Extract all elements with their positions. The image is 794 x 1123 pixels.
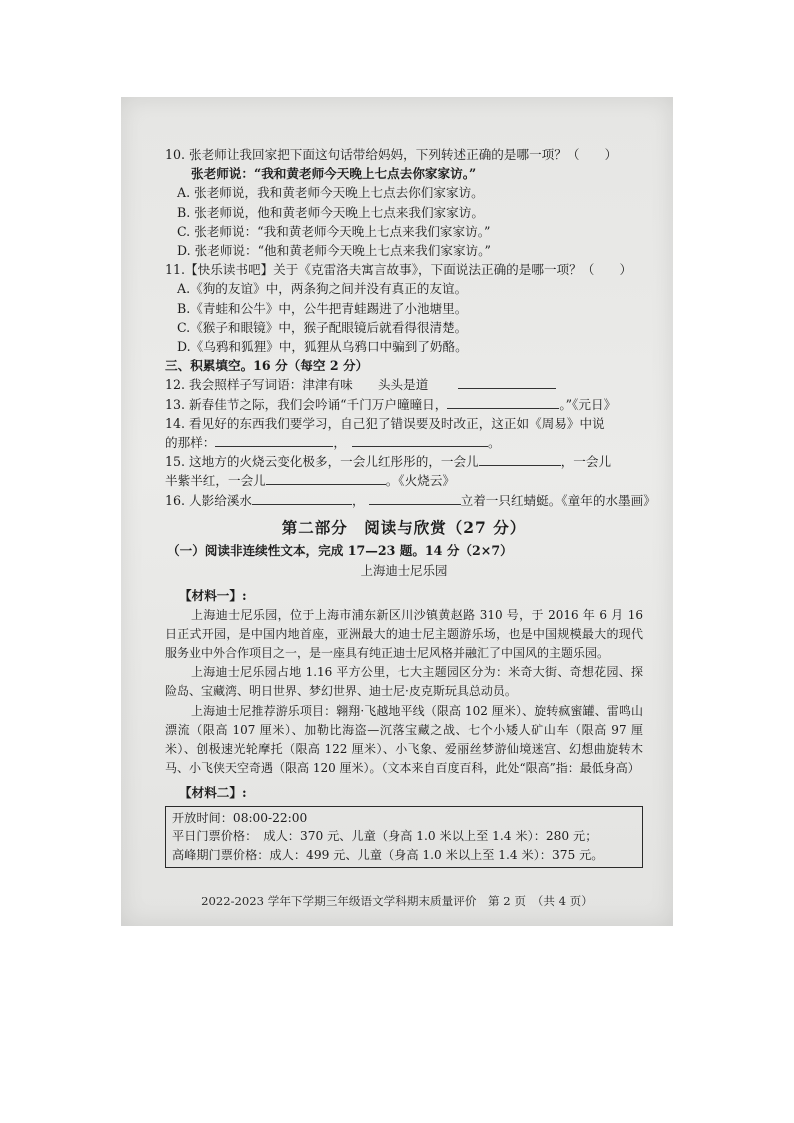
q14-line1: 14. 看见好的东西我们要学习，自己犯了错误要及时改正，这正如《周易》中说 (165, 415, 605, 431)
q11-stem: 11.【快乐读书吧】关于《克雷洛夫寓言故事》，下面说法正确的是哪一项？（ ） (165, 262, 633, 278)
q14-text-c: ， (333, 435, 346, 451)
peak-price: 高峰期门票价格：成人：499 元、儿童（身高 1.0 米以上至 1.4 米）：375 元。 (172, 847, 604, 862)
q13-text-b: 。”《元日》 (559, 396, 617, 412)
material2-label: 【材料二】: (179, 784, 247, 800)
q10-option-b: B. 张老师说，他和黄老师今天晚上七点来我们家家访。 (177, 204, 484, 220)
material1-paragraph-3: 上海迪士尼推荐游乐项目：翱翔·飞越地平线（限高 102 厘米）、旋转疯蜜罐、雷鸣山漂流（限高 107 厘米）、加勒比海盗—沉落宝藏之战、七个小矮人矿山车（限高 97 厘米）、创极速光轮摩托（限高 122 厘米）、小飞象、爱丽丝梦游仙境迷宫、幻想曲旋转木马、小飞侠天空奇遇（限高 120 厘米）。（文本来自百度百科，此处“限高”指：最低身高） (165, 703, 643, 776)
q14-text-d: 。 (487, 435, 501, 451)
material1-paragraph-1: 上海迪士尼乐园，位于上海市浦东新区川沙镇黄赵路 310 号，于 2016 年 6 月 16 日正式开园，是中国内地首座，亚洲最大的迪士尼主题游乐场，也是中国规模最大的现代服务业中外合作项目之一，是一座具有纯正迪士尼风格并融汇了中国风的主题乐园。 (165, 607, 643, 661)
q11-option-c: C.《猴子和眼镜》中，猴子配眼镜后就看得很清楚。 (177, 319, 468, 335)
section3-title: 三、积累填空。16 分（每空 2 分） (165, 358, 369, 374)
q14-line2 (165, 433, 643, 452)
q15-text-a: 15. 这地方的火烧云变化极多，一会儿红彤彤的，一会儿 (165, 454, 479, 470)
q12-blank[interactable] (458, 376, 556, 389)
q14-blank-1[interactable] (215, 434, 333, 447)
q15-text-d: 。《火烧云》 (385, 473, 456, 489)
q16-text-a: 16. 人影给溪水 (165, 492, 253, 508)
q10-option-a: A. 张老师说，我和黄老师今天晚上七点去你们家家访。 (177, 185, 484, 201)
q14-text-b: 的那样： (165, 435, 216, 451)
q13-blank[interactable] (447, 396, 559, 409)
page-footer: 2022-2023 学年下学期三年级语文学科期末质量评价 第 2 页 （共 4 页） (201, 894, 593, 908)
material1-label: 【材料一】: (179, 588, 247, 604)
q13-text-a: 13. 新春佳节之际，我们会吟诵“千门万户曈曈日， (165, 396, 448, 412)
q15-text-c: 半紫半红，一会儿 (165, 473, 266, 489)
q10-option-c: C. 张老师说：“我和黄老师今天晚上七点来我们家家访。” (177, 223, 491, 239)
q10-stem: 10. 张老师让我回家把下面这句话带给妈妈，下列转述正确的是哪一项？（ ） (165, 147, 618, 162)
q11-option-a: A.《狗的友谊》中，两条狗之间并没有真正的友谊。 (177, 281, 468, 297)
q10-option-d: D. 张老师说：“他和黄老师今天晚上七点来我们家家访。” (177, 243, 491, 259)
q14-blank-2[interactable] (352, 434, 488, 447)
q16 (165, 491, 656, 510)
q15-text-b: ，一会儿 (560, 454, 612, 470)
q12-text: 12. 我会照样子写词语：津津有味 头头是道 (165, 377, 429, 393)
q16-blank-1[interactable] (252, 492, 352, 505)
q10-quote: 张老师说：“我和黄老师今天晚上七点去你家家访。” (191, 166, 477, 182)
part2-subtitle: （一）阅读非连续性文本，完成 17—23 题。14 分（2×7） (167, 543, 513, 559)
q16-text-b: ， (352, 492, 365, 508)
q16-text-c: 立着一只红蜻蜓。《童年的水墨画》 (460, 492, 656, 508)
q12 (165, 375, 643, 394)
q13 (165, 395, 643, 414)
q16-blank-2[interactable] (369, 492, 461, 505)
scanned-page-photo (121, 97, 673, 926)
material1-paragraph-2: 上海迪士尼乐园占地 1.16 平方公里，七大主题园区分为：米奇大街、奇想花园、探险岛、宝藏湾、明日世界、梦幻世界、迪士尼·皮克斯玩具总动员。 (165, 665, 643, 699)
q15-line2 (165, 471, 643, 490)
q15-line1 (165, 452, 643, 471)
weekday-price: 平日门票价格： 成人：370 元、儿童（身高 1.0 米以上至 1.4 米）：280 元； (172, 829, 598, 844)
ticket-info-box (165, 806, 643, 869)
q15-blank-1[interactable] (479, 453, 561, 466)
part2-title: 第二部分 阅读与欣赏（27 分） (281, 517, 527, 537)
q11-option-d: D.《乌鸦和狐狸》中，狐狸从乌鸦口中骗到了奶酪。 (177, 339, 468, 355)
q15-blank-2[interactable] (266, 472, 386, 485)
exam-page (165, 145, 656, 868)
opening-hours: 开放时间：08:00-22:00 (172, 810, 308, 825)
article-title: 上海迪士尼乐园 (360, 563, 448, 579)
q11-option-b: B.《青蛙和公牛》中，公牛把青蛙踢进了小池塘里。 (177, 300, 468, 316)
